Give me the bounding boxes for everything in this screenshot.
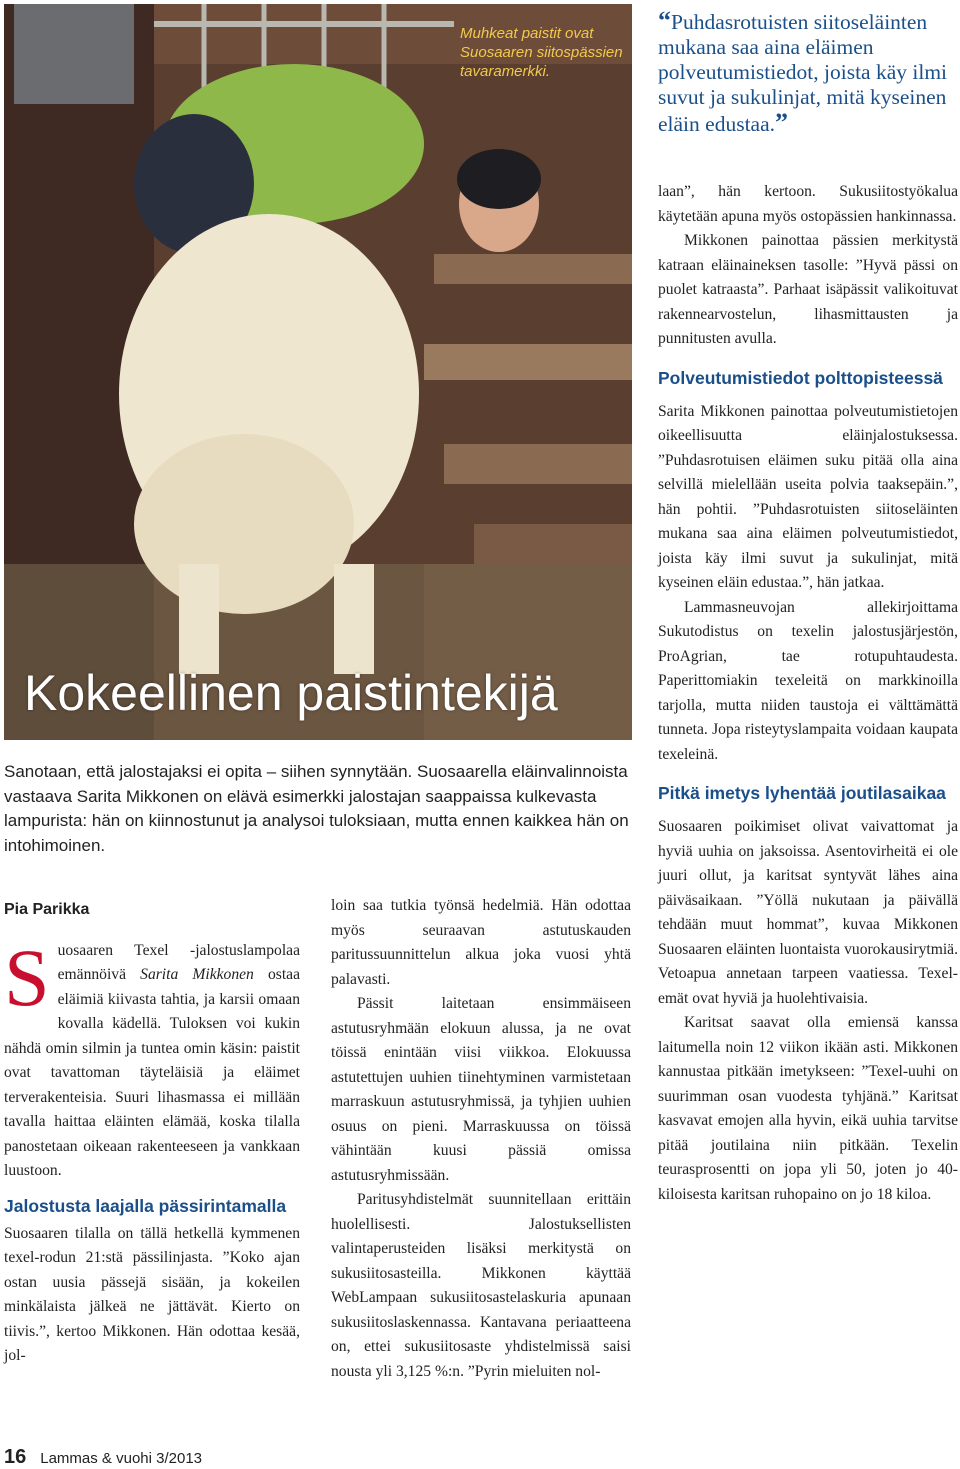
paragraph: Paritusyhdistelmät suunnitellaan erittäin huolellisesti. Jalostuksellisten valintaperusteiden lisäksi merkitystä on sukusiitosasteilla. Mikkonen käyttää WebLampaan sukusiitosastelaskuria apunaan sukusiitoslaskennassa. Kantavana periaatteena on, ettei sukusiitosaste yhdistelmissä saisi nousta yli 3,125 %:n. ”Pyrin mieluiten nol- bbox=[331, 1191, 631, 1380]
column-1 bbox=[4, 898, 300, 1369]
paragraph: Lammasneuvojan allekirjoittama Sukutodistus on texelin jalostusjärjestön, ProAgrian, tae rotupuhtaudesta. Paperittomiakin texeleitä on markkinoilla tarjolla, mutta niiden taustoja ei välttämättä tunneta. Jopa risteytyslampaita voidaan kaupata texeleinä. bbox=[658, 598, 958, 763]
pull-quote-text: Puhdasrotuisten siitoseläinten mukana saa aina eläimen polveutumistiedot, joista käy ilmi suvut ja sukulinjat, mitä kyseinen eläin edustaa. bbox=[658, 10, 948, 136]
subheading-2: Polveutumistiedot polttopisteessä bbox=[658, 367, 943, 388]
author-byline: Pia Parikka bbox=[4, 901, 90, 918]
paragraph: Suosaaren poikimiset olivat vaivattomat ja hyviä uuhia on jaksoissa. Asentovirheitä ei ole juuri ollut, ja karitsat syntyvät lähes aina päiväsaikaan. ”Yöllä nukutaan ja päivällä tehdään muut hommat”, kuvaa Mikkonen Suosaaren eläinten luontaista vuorokausirytmiä. Vetoapua annetaan tarpeen vaatiessa. Texel-emät ovat hyviä ja huolehtivaisia. bbox=[658, 818, 958, 1007]
paragraph: Mikkonen painottaa pässien merkitystä katraan eläinaineksen tasolle: ”Hyvä pässi on puolet katraasta”. Parhaat isäpässit valikoituvat rakennearvostelun, lihasmittausten ja punnitusten avulla. bbox=[658, 232, 958, 347]
page-number: 16 bbox=[4, 1446, 27, 1468]
article-headline: Kokeellinen paistintekijä bbox=[24, 665, 558, 721]
paragraph: Sarita Mikkonen painottaa polveutumistietojen oikeellisuutta eläinjalostuksessa. ”Puhdasrotuisen eläimen suku pitää olla aina selvillä mielellään useita polvia taaksepäin.”, hän pohtii. ”Puhdasrotuisten siitoseläinten mukana saa aina eläimen polveutumistiedot, joista käy ilmi suvut ja sukulinjat, mitä kyseinen eläin edustaa.”, hän jatkaa. bbox=[658, 402, 958, 591]
paragraph: laan”, hän kertoon. Sukusiitostyökalua käytetään apuna myös ostopässien hankinnassa. bbox=[658, 183, 958, 225]
photo-caption: Muhkeat paistit ovat Suosaaren siitospässien tavaramerkki. bbox=[460, 25, 623, 80]
pull-quote bbox=[658, 8, 954, 137]
paragraph: Suosaaren tilalla on tällä hetkellä kymmenen texel-rodun 21:stä pässilinjasta. ”Koko ajan ostan uusia pässejä sisään, ja kokeilen minkälaista jälkeä ne jättävät. Kierto on tiivis.”, kertoo Mikkonen. Hän odottaa kesää, jol- bbox=[4, 1224, 300, 1364]
intro-text-a: uosaaren Texel -jalostuslampolaa emännöivä bbox=[57, 941, 300, 983]
intro-text-b: ostaa eläimiä kiivasta tahtia, ja karsii omaan kovalla kädellä. Tuloksen voi kukin nähdä omin silmin ja tuntea omin käsin: paistit ovat tavattoman täyteläisiä ja eläimet terverakenteisia. Suuri lihasmassa ei millään tavalla haittaa eläinten elämää, koska tilalla panostetaan oikeaan rakenteeseen ja vankkaan luustoon. bbox=[4, 966, 301, 1179]
page-footer bbox=[4, 1446, 202, 1469]
column-3 bbox=[658, 180, 958, 1207]
sheep-photo-illustration bbox=[4, 4, 632, 740]
publication-name: Lammas & vuohi 3/2013 bbox=[40, 1450, 203, 1467]
paragraph: Karitsat saavat olla emiensä kanssa laitumella noin 12 viikon ikään asti. Mikkonen kannustaa pitkään imetykseen: ”Texel-uuhi on suurimman osan vuodesta tyhjänä.” Karitsat kasvavat emojen alla hyvin, eikä uuhia tarvitse pitää joutilaina niin pitkään. Texelin teurasprosentti on jopa yli 50, joten jo 40-kiloisesta karitsan ruhopaino on jo 18 kiloa. bbox=[658, 1014, 958, 1203]
drop-cap: S bbox=[4, 931, 50, 1023]
paragraph: loin saa tutkia työnsä hedelmiä. Hän odottaa myös seuraavan astutuskauden paritussuunnittelun alkua joka vuosi yhtä palavasti. bbox=[331, 897, 631, 988]
paragraph: Pässit laitetaan ensimmäiseen astutusryhmään elokuun alussa, ja ne ovat töissä enintään viisi viikkoa. Elokuussa astutettujen uuhien tiinehtyminen varmistetaan marraskuun astutusryhmissä, ja tyhjien uuhien osuus on pieni. Marraskuussa on töissä vähintään kuusi pässiä omissa astutusryhmissään. bbox=[331, 995, 631, 1184]
subheading-3: Pitkä imetys lyhentää joutilasaikaa bbox=[658, 783, 946, 803]
article-lead: Sanotaan, että jalostajaksi ei opita – siihen synnytään. Suosaarella eläinvalinnoista vastaava Sarita Mikkonen on elävä esimerkki jalostajan saappaissa kulkevasta lampurista: hän on kiinnostunut ja analysoi tuloksiaan, mutta ennen kaikkea hän on intohimoinen. bbox=[4, 762, 629, 855]
quote-close-mark: ” bbox=[775, 108, 789, 137]
column-2 bbox=[331, 894, 631, 1384]
quote-open-mark: “ bbox=[658, 6, 671, 35]
subheading-1: Jalostusta laajalla pässirintamalla bbox=[4, 1195, 287, 1216]
intro-paragraph bbox=[4, 931, 301, 1184]
article-photo bbox=[4, 4, 632, 740]
person-name: Sarita Mikkonen bbox=[140, 966, 254, 983]
